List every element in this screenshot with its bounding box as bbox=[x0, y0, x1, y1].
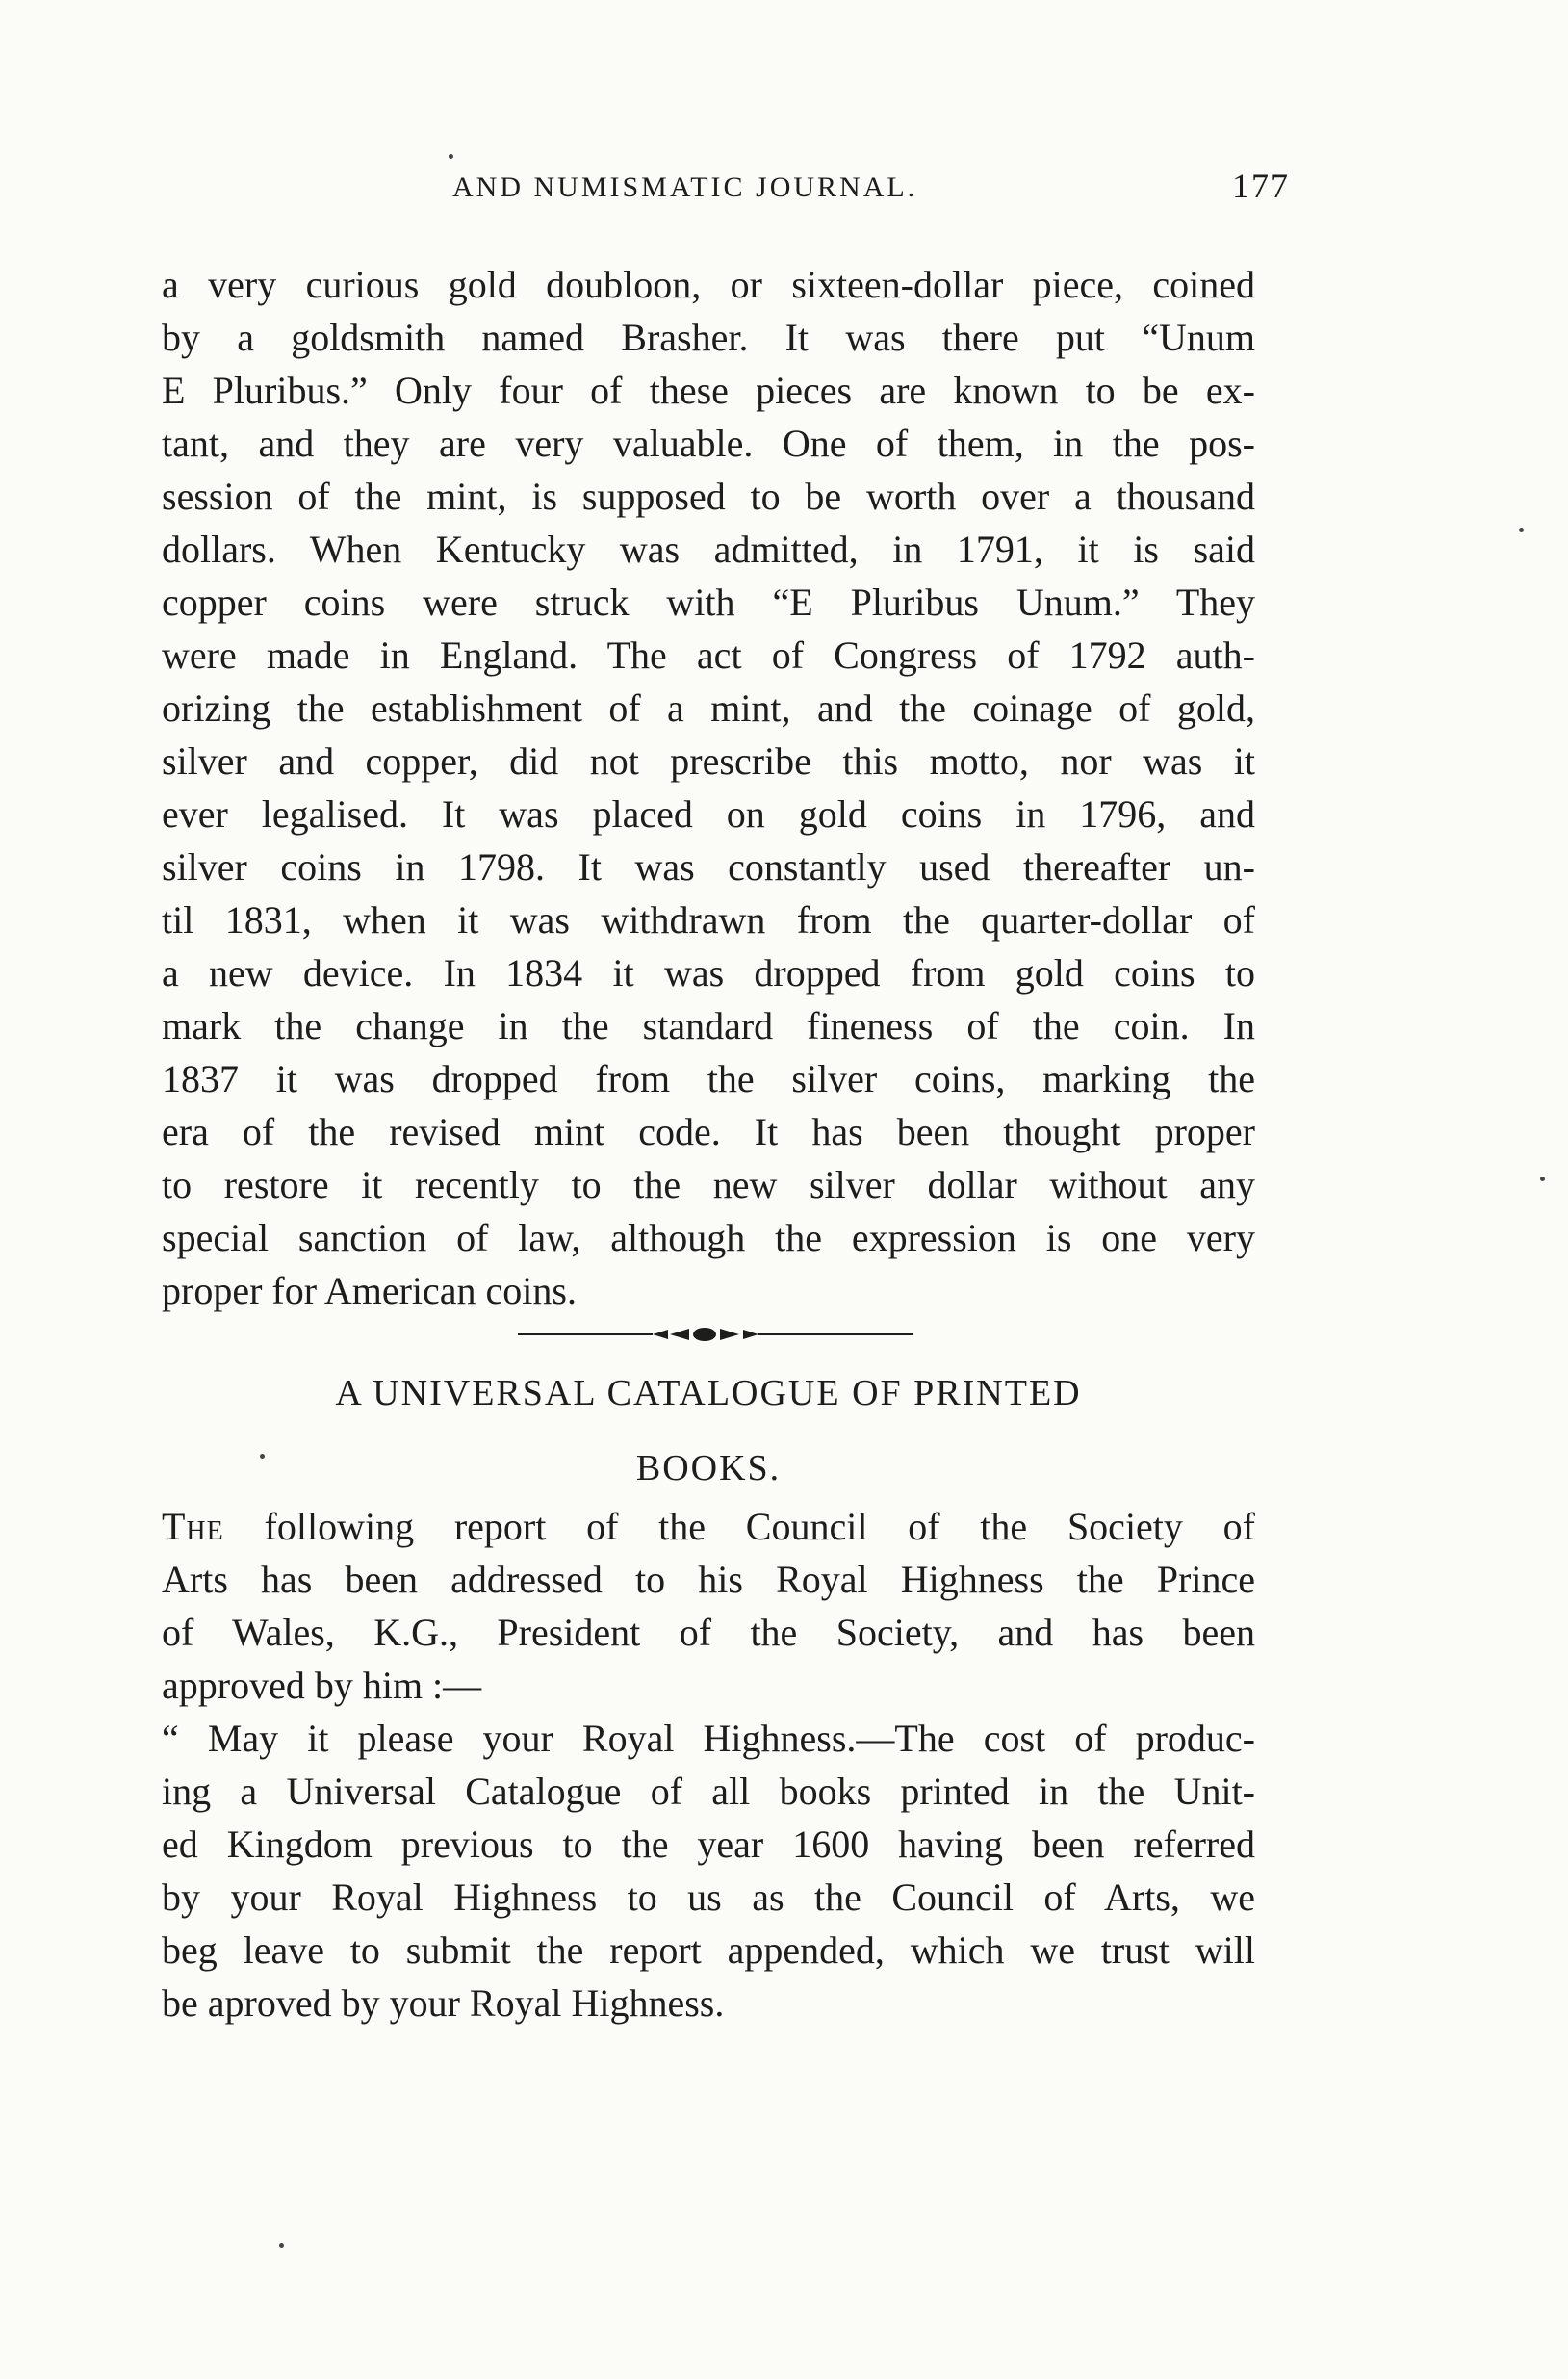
text-line: copper coins were struck with “E Pluribus Unum.” They bbox=[162, 581, 1255, 624]
section-heading-line: A UNIVERSAL CATALOGUE OF PRINTED bbox=[335, 1373, 1082, 1413]
text-line: to restore it recently to the new silver dollar without any bbox=[162, 1163, 1255, 1206]
ink-speck bbox=[449, 154, 453, 159]
text-line: “ May it please your Royal Highness.—The cost of produc- bbox=[162, 1717, 1255, 1760]
ink-speck bbox=[279, 2243, 284, 2248]
section-heading bbox=[162, 1356, 1255, 1506]
text-line: by a goldsmith named Brasher. It was there put “Unum bbox=[162, 316, 1255, 359]
text-line: 1837 it was dropped from the silver coins, marking the bbox=[162, 1057, 1255, 1100]
text-line: session of the mint, is supposed to be worth over a thousand bbox=[162, 475, 1255, 518]
ink-speck bbox=[260, 1454, 265, 1459]
running-head bbox=[443, 167, 1290, 220]
ink-speck bbox=[1540, 1177, 1545, 1181]
text-line: approved by him :— bbox=[162, 1664, 482, 1707]
text-line: were made in England. The act of Congress of 1792 auth- bbox=[162, 634, 1255, 677]
text-line: special sanction of law, although the expression is one very bbox=[162, 1216, 1255, 1259]
text-line: ing a Universal Catalogue of all books printed in the Unit- bbox=[162, 1770, 1255, 1813]
text-line: orizing the establishment of a mint, and the coinage of gold, bbox=[162, 686, 1255, 730]
text-line: ever legalised. It was placed on gold coins in 1796, and bbox=[162, 792, 1255, 836]
text-line bbox=[162, 1500, 1255, 1553]
ink-speck bbox=[1519, 528, 1524, 532]
section-divider-ornament bbox=[518, 1327, 913, 1342]
text-line: of Wales, K.G., President of the Society, and has been bbox=[162, 1611, 1255, 1654]
text-line: E Pluribus.” Only four of these pieces are known to be ex- bbox=[162, 369, 1255, 412]
text-line: proper for American coins. bbox=[162, 1269, 577, 1312]
text-line: Arts has been addressed to his Royal Highness the Prince bbox=[162, 1558, 1255, 1601]
text-line: silver and copper, did not prescribe this motto, nor was it bbox=[162, 739, 1255, 783]
page-number: 177 bbox=[1232, 167, 1290, 205]
lead-word: The bbox=[162, 1505, 224, 1548]
text-line: beg leave to submit the report appended, which we trust will bbox=[162, 1928, 1255, 1972]
text-line: dollars. When Kentucky was admitted, in 1791, it is said bbox=[162, 528, 1255, 571]
running-title: AND NUMISMATIC JOURNAL. bbox=[452, 171, 918, 203]
text-line: be aproved by your Royal Highness. bbox=[162, 1981, 725, 2025]
section-heading-line: BOOKS. bbox=[635, 1448, 782, 1488]
text-line: tant, and they are very valuable. One of them, in the pos- bbox=[162, 422, 1255, 465]
text-line: silver coins in 1798. It was constantly used thereafter un- bbox=[162, 845, 1255, 889]
text-line: a new device. In 1834 it was dropped from gold coins to bbox=[162, 951, 1255, 995]
text-line: a very curious gold doubloon, or sixteen-dollar piece, coined bbox=[162, 263, 1255, 306]
text-line: mark the change in the standard fineness of the coin. In bbox=[162, 1004, 1255, 1047]
text-line: era of the revised mint code. It has been thought proper bbox=[162, 1110, 1255, 1153]
text-fragment: following report of the Council of the Society of bbox=[223, 1505, 1255, 1548]
body-paragraph bbox=[162, 258, 1255, 1317]
text-line: by your Royal Highness to us as the Council of Arts, we bbox=[162, 1875, 1255, 1919]
report-paragraph bbox=[162, 1500, 1255, 2030]
text-line: ed Kingdom previous to the year 1600 having been referred bbox=[162, 1823, 1255, 1866]
text-line: til 1831, when it was withdrawn from the quarter-dollar of bbox=[162, 898, 1255, 942]
